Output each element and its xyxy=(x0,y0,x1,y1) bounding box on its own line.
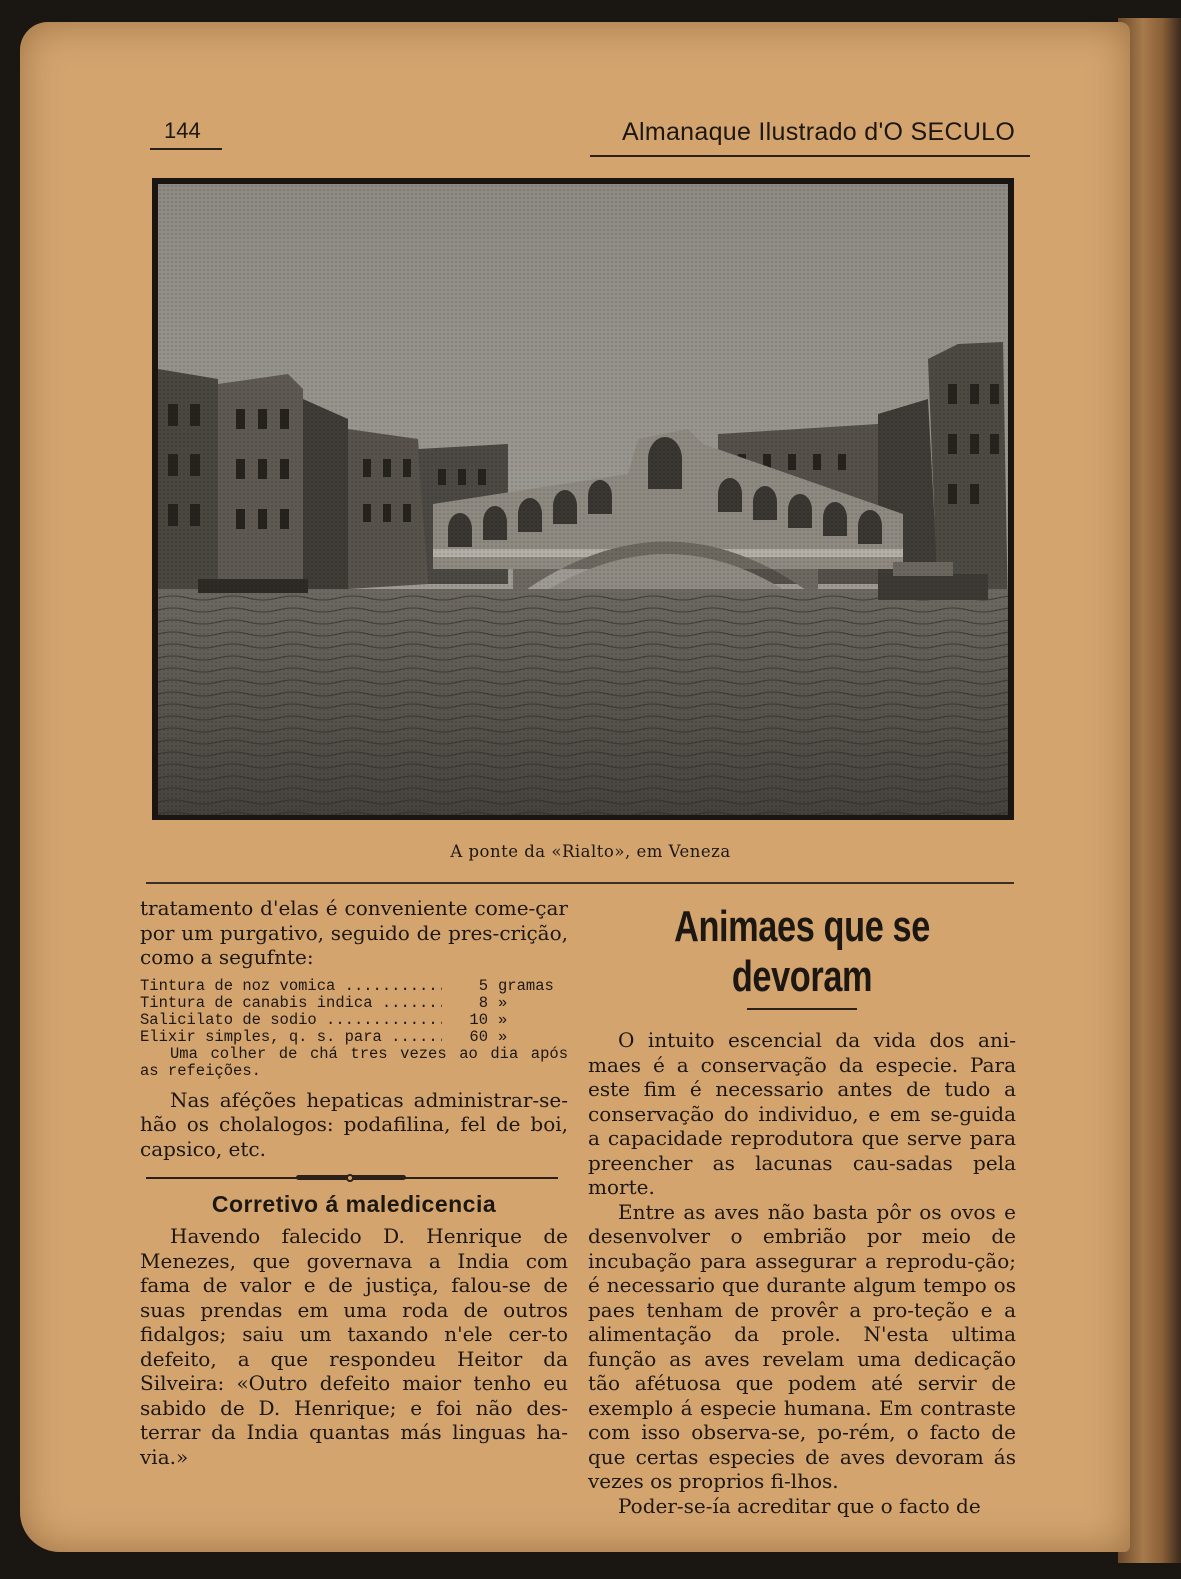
header-rule xyxy=(590,155,1030,157)
section-heading-corretivo: Corretivo á maledicencia xyxy=(211,1191,497,1217)
prescription-item: Elixir simples, q. s. para ..... xyxy=(140,1029,442,1046)
article-paragraph-2: Entre as aves não basta pôr os ovos e desenvolver o embrião por meio de incubação para assegurar a reprodu-ção; é necessario que durante algum tempo os paes tenham de provêr a pro-teção e a alimentação da prole. N'esta ultima função as aves revelam uma dedicação tão afétuosa que podem até servir de exemplo á especie humana. Em contraste com isso observa-se, po-rém, o facto de que certas especies de aves devoram ás vezes os proprios fi-lhos. xyxy=(588,1199,1016,1493)
prescription-unit: gramas xyxy=(498,976,554,995)
article-paragraph-3: Poder-se-ía acreditar que o facto de xyxy=(618,1493,981,1518)
prescription-row xyxy=(140,995,568,1012)
photo-caption: A ponte da «Rialto», em Veneza xyxy=(450,842,731,861)
article-paragraph-1: O intuito escencial da vida dos ani-maes é a conservação da especie. Para este fim é necessario antes de tudo a conservação do individuo, e em se-guida a capacidade reprodutora que serve para preencher as lacunas cau-sadas pela morte. xyxy=(588,1028,1016,1199)
prescription-qty: 10 xyxy=(469,1010,488,1029)
rialto-photograph xyxy=(152,178,1014,820)
ornamental-rule xyxy=(146,1173,558,1183)
intro-paragraph: tratamento d'elas é conveniente come-çar por um purgativo, seguido de pres-crição, como a segufnte: xyxy=(140,896,568,969)
title-rule xyxy=(747,1008,857,1010)
prescription-row xyxy=(140,978,568,995)
hepatic-paragraph: Nas aféções hepaticas administrar-se-hão os cholalogos: podafilina, fel de boi, capsico, etc. xyxy=(140,1087,568,1161)
prescription-qty: 60 xyxy=(469,1027,488,1046)
prescription-unit: » xyxy=(498,993,508,1012)
anecdote-paragraph: Havendo falecido D. Henrique de Menezes, que governava a India com fama de valor e de justiça, falou-se de suas prendas em uma roda de outros fidalgos; saiu um taxando n'ele cer-to defeito, a que respondeu Heitor da Silveira: «Outro defeito maior tenho eu sabido de D. Henrique; e foi não des-terrar da India quantas más linguas ha-via.» xyxy=(140,1224,568,1469)
prescription-row xyxy=(140,1012,568,1029)
running-title: Almanaque Ilustrado d'O SECULO xyxy=(622,118,1016,146)
article-title: Animaes que se devoram xyxy=(674,902,930,1001)
right-column xyxy=(588,896,1016,1518)
prescription-item: Tintura de canabis indica ..... xyxy=(140,995,442,1012)
prescription-unit: » xyxy=(498,1027,508,1046)
prescription-unit: » xyxy=(498,1010,508,1029)
prescription-qty: 8 xyxy=(478,993,488,1012)
prescription-qty: 5 xyxy=(478,976,488,995)
prescription-row xyxy=(140,1029,568,1046)
prescription-item: Tintura de noz vomica ..... xyxy=(140,978,442,995)
dosage-note: Uma colher de chá tres vezes ao dia após as refeições. xyxy=(140,1044,568,1080)
left-column xyxy=(140,896,568,1469)
page-number-rule xyxy=(150,148,222,150)
page-number: 144 xyxy=(164,118,201,143)
prescription-list xyxy=(140,978,568,1046)
prescription-item: Salicilato de sodio ..... xyxy=(140,1012,442,1029)
caption-rule xyxy=(146,882,1014,884)
rialto-bridge-image xyxy=(158,184,1008,815)
